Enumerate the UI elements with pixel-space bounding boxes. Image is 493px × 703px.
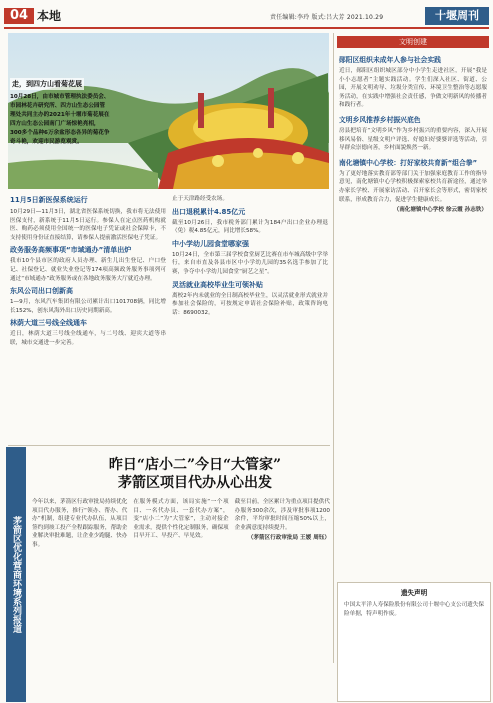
article-signature: （南化塘镇中心学校 徐云霞 孙志铁） bbox=[393, 207, 487, 214]
article-home-school: 为了更好地落实教育部等部门关于加强家庭教育工作的指导意见，南化塘镇中心学校积极探索家校共育新途径，通过举办家长学校、开展家访活动、召开家长会等形式，密切家校联系，形成教育合力，促进学生健康成长。 bbox=[339, 170, 487, 203]
headline-government-services: 政务服务高频事项“市域通办”清单出炉 bbox=[10, 246, 132, 255]
headline-dongfeng-export: 东风公司出口创新高 bbox=[10, 287, 73, 296]
headline-home-school: 南化塘镇中心学校：打好家校共育新“组合拳” bbox=[339, 158, 478, 167]
series-side-label: 茅箭区优化营商环境系列报道 bbox=[6, 447, 26, 702]
page-number-badge: 04 bbox=[4, 8, 34, 24]
headline-graduate-subsidy: 灵活就业高校毕业生可领补贴 bbox=[172, 280, 263, 289]
headline-social-practice: 郧阳区组织未成年人参与社会实践 bbox=[339, 56, 441, 64]
column-divider bbox=[333, 33, 334, 663]
headline-canteen-contest: 中小学幼儿园食堂哪家强 bbox=[172, 239, 249, 248]
news-column-right bbox=[339, 54, 487, 215]
article-government-services: 我市10个县市区的政府人员办理、新生儿出生登记、户口登记、社保登记、就业失业登记等174项高频政务服务事项列可通过“市域通办”政务服务或在各地政务服务大厅就近办理。 bbox=[10, 258, 166, 282]
feature-paragraph-3: 截至目前，全区累计为重点项目提供代办服务300余次，涉及审批事项1200余件，平均审批时间压缩50%以上，企业满意度持续提升。 bbox=[234, 499, 330, 531]
article-rural-civility: 房县把培育“文明乡风”作为乡村振兴的重要内容，深入开展移风易俗、星级文明户评选、好媳妇好婆婆评选等活动，引导群众崇德向善，乡村面貌焕然一新。 bbox=[339, 127, 487, 152]
feature-title-line2: 茅箭区项目代办从心出发 bbox=[118, 475, 272, 491]
feature-body bbox=[32, 498, 330, 550]
headline-medical-insurance: 11月5日新医保系统运行 bbox=[10, 196, 88, 204]
article-continued: 止于天津路经受农场。 bbox=[172, 196, 228, 202]
headline-tax-refund: 出口退税累计4.85亿元 bbox=[172, 207, 246, 216]
section-tag-civilization: 文明创建 bbox=[337, 36, 489, 48]
section-name: 本地 bbox=[37, 9, 62, 23]
headline-rural-civility: 文明乡风推荐乡村振兴底色 bbox=[339, 115, 421, 124]
article-tax-refund: 截至10月26日，我市税务部门累计为184户出口企业办理退（免）税4.85亿元，同比增长58%。 bbox=[172, 219, 328, 235]
photo-caption-title: 走，到四方山看菊花展 bbox=[12, 80, 82, 88]
article-social-practice: 近日，郧阳区组织城区部分中小学生走进社区，开展“我是小小志愿者”主题实践活动。学生们深入社区、街道、公园，开展文明劝导、垃圾分类宣传、环境卫生整治等志愿服务活动，在实践中增强社会责任感，争做文明新风的传播者和践行者。 bbox=[339, 68, 487, 109]
notice-text: 中国太平洋人寿保险股份有限公司十堰中心支公司遗失保险单据，特声明作废。 bbox=[344, 602, 484, 617]
section-divider bbox=[8, 445, 330, 446]
paper-brand: 十堰周刊 bbox=[425, 7, 489, 25]
photo-caption-text: 10月28日，由市城市管理执法委员会、市园林花卉研究所、四方山生态公园管理处共同主办的2021年十堰市菊花展在四方山生态公园南门广场惊艳亮相，300多个品种6万余盆形态各异的菊花争奇斗艳，欢迎市民游览观赏。 bbox=[10, 94, 110, 145]
feature-byline: （茅箭区行政审批局 王媛 周钰） bbox=[247, 535, 330, 542]
article-canteen-contest: 10月24日，全市第三届学校食堂厨艺比赛在市车城高级中学举行，来自市直及各县市区中小学幼儿园的35名选手参加了比赛，争夺中小学幼儿园食堂“厨艺之星”。 bbox=[172, 251, 328, 275]
headline-boulevard-open: 林荫大道三号线全线通车 bbox=[10, 319, 87, 328]
feature-paragraph-1: 今年以来，茅箭区行政审批局持续优化项目代办服务，推行“领办、帮办、代办”机制，组建专业代办队伍，从项目签约到竣工投产全程跟踪服务，帮助企业解决审批难题，让企业少跑腿、快办事。 bbox=[32, 499, 128, 548]
notice-title: 遗失声明 bbox=[400, 589, 428, 597]
header-rule bbox=[4, 27, 489, 29]
article-dongfeng-export: 1—9月，东风汽车集团有限公司累计出口101708辆，同比增长152%，创东风海外出口历史同期新高。 bbox=[10, 299, 166, 314]
header-meta: 责任编辑:李玲 版式:吕大芳 2021.10.29 bbox=[270, 14, 384, 21]
feature-paragraph-2: 在服务模式方面，该局实施“一个项目、一名代办员、一套代办方案”，变“店小二”为“大管家”，主动对接企业需求，提供个性化定制服务，确保项目早开工、早投产、早见效。 bbox=[133, 499, 229, 540]
article-graduate-subsidy: 离校2年内未就业的全日制高校毕业生，以灵活就业形式就业并参加社会保险的，可按规定申请社会保险补贴，政策咨询电话：8690032。 bbox=[172, 292, 328, 316]
feature-title-line1: 昨日“店小二”今日“大管家” bbox=[108, 457, 282, 473]
news-column-middle bbox=[172, 195, 328, 317]
news-column-left bbox=[10, 195, 166, 348]
article-medical-insurance: 10月29日—11月3日，湖北省医保系统切换，我市将无法使用医保支付，新系统于11月5日运行。参保人在定点医药机构就医、购药必须使用全国统一的医保电子凭证或社会保障卡，不支持使用身份证直接结算，请参保人提前激活医保电子凭证。 bbox=[10, 209, 166, 241]
article-boulevard-open: 近日，林荫大道三号线全线通车，与二号线、迎宾大道等串联，城市交通进一步完善。 bbox=[10, 331, 166, 346]
feature-title bbox=[60, 456, 330, 492]
notice-box bbox=[337, 582, 491, 702]
